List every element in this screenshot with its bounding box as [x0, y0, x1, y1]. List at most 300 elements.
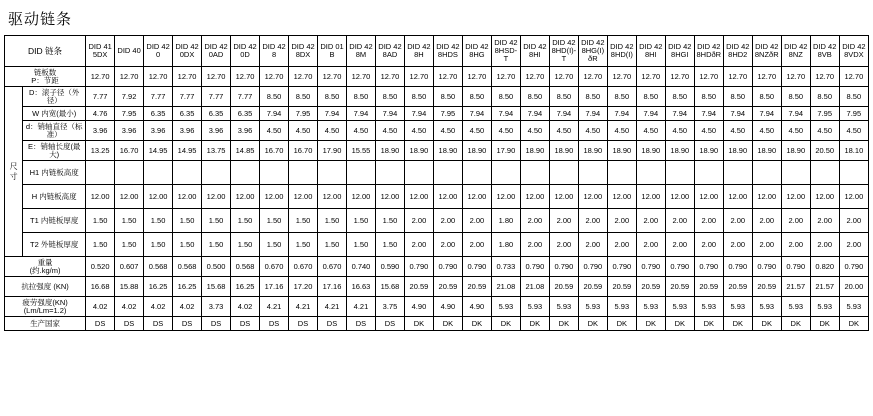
cell-r5-c23 [752, 161, 781, 185]
cell-r12-c14: DK [491, 317, 520, 331]
cell-r2-c2: 6.35 [144, 107, 173, 121]
column-header-0: DID 415DX [86, 36, 115, 67]
cell-r6-c3: 12.00 [173, 185, 202, 209]
cell-r0-c18: 12.70 [607, 67, 636, 87]
cell-r11-c17: 5.93 [578, 297, 607, 317]
cell-r12-c18: DK [607, 317, 636, 331]
table-head [5, 36, 869, 67]
cell-r1-c14: 8.50 [491, 87, 520, 107]
cell-r0-c22: 12.70 [723, 67, 752, 87]
cell-r11-c13: 4.90 [462, 297, 491, 317]
cell-r7-c19: 2.00 [636, 209, 665, 233]
cell-r0-c24: 12.70 [781, 67, 810, 87]
cell-r10-c2: 16.25 [144, 277, 173, 297]
cell-r7-c6: 1.50 [260, 209, 289, 233]
cell-r3-c12: 4.50 [433, 121, 462, 141]
cell-r4-c26: 18.10 [839, 141, 868, 161]
column-header-20: DID 428HGI [665, 36, 694, 67]
cell-r0-c25: 12.70 [810, 67, 839, 87]
cell-r11-c24: 5.93 [781, 297, 810, 317]
cell-r3-c23: 4.50 [752, 121, 781, 141]
column-header-5: DID 420D [231, 36, 260, 67]
cell-r5-c24 [781, 161, 810, 185]
cell-r4-c9: 15.55 [346, 141, 375, 161]
cell-r11-c7: 4.21 [289, 297, 318, 317]
cell-r5-c6 [260, 161, 289, 185]
cell-r7-c26: 2.00 [839, 209, 868, 233]
cell-r0-c1: 12.70 [115, 67, 144, 87]
cell-r9-c18: 0.790 [607, 257, 636, 277]
cell-r12-c16: DK [549, 317, 578, 331]
cell-r9-c0: 0.520 [86, 257, 115, 277]
column-header-23: DID 428NZðR [752, 36, 781, 67]
cell-r2-c12: 7.95 [433, 107, 462, 121]
cell-r3-c4: 3.96 [202, 121, 231, 141]
cell-r4-c13: 18.90 [462, 141, 491, 161]
cell-r2-c1: 7.95 [115, 107, 144, 121]
cell-r4-c10: 18.90 [375, 141, 404, 161]
cell-r5-c22 [723, 161, 752, 185]
cell-r2-c6: 7.94 [260, 107, 289, 121]
cell-r6-c18: 12.00 [607, 185, 636, 209]
cell-r2-c0: 4.76 [86, 107, 115, 121]
cell-r3-c17: 4.50 [578, 121, 607, 141]
cell-r11-c9: 4.21 [346, 297, 375, 317]
table-row [5, 317, 869, 331]
cell-r10-c6: 17.16 [260, 277, 289, 297]
table-row [5, 209, 869, 233]
cell-r8-c1: 1.50 [115, 233, 144, 257]
cell-r5-c14 [491, 161, 520, 185]
cell-r5-c7 [289, 161, 318, 185]
row-label: H1 内链板高度 [23, 161, 86, 185]
cell-r9-c26: 0.790 [839, 257, 868, 277]
cell-r1-c20: 8.50 [665, 87, 694, 107]
cell-r0-c16: 12.70 [549, 67, 578, 87]
cell-r11-c12: 4.90 [433, 297, 462, 317]
cell-r10-c10: 15.68 [375, 277, 404, 297]
column-header-4: DID 420AD [202, 36, 231, 67]
column-header-25: DID 428VB [810, 36, 839, 67]
cell-r11-c15: 5.93 [520, 297, 549, 317]
cell-r5-c21 [694, 161, 723, 185]
cell-r6-c8: 12.00 [318, 185, 347, 209]
cell-r1-c7: 8.50 [289, 87, 318, 107]
cell-r0-c21: 12.70 [694, 67, 723, 87]
cell-r3-c13: 4.50 [462, 121, 491, 141]
cell-r1-c17: 8.50 [578, 87, 607, 107]
cell-r11-c16: 5.93 [549, 297, 578, 317]
cell-r12-c2: DS [144, 317, 173, 331]
cell-r2-c17: 7.94 [578, 107, 607, 121]
cell-r11-c23: 5.93 [752, 297, 781, 317]
cell-r5-c12 [433, 161, 462, 185]
column-header-1: DID 40 [115, 36, 144, 67]
cell-r8-c9: 1.50 [346, 233, 375, 257]
cell-r12-c8: DS [318, 317, 347, 331]
cell-r8-c23: 2.00 [752, 233, 781, 257]
cell-r10-c17: 20.59 [578, 277, 607, 297]
table-corner-label: DID 链条 [5, 36, 86, 67]
table-row [5, 141, 869, 161]
cell-r8-c22: 2.00 [723, 233, 752, 257]
column-header-6: DID 428 [260, 36, 289, 67]
cell-r9-c2: 0.568 [144, 257, 173, 277]
cell-r10-c3: 16.25 [173, 277, 202, 297]
cell-r8-c21: 2.00 [694, 233, 723, 257]
cell-r3-c8: 4.50 [318, 121, 347, 141]
column-header-8: DID 01B [318, 36, 347, 67]
cell-r8-c11: 2.00 [404, 233, 433, 257]
row-label: 生产国家 [5, 317, 86, 331]
cell-r4-c6: 16.70 [260, 141, 289, 161]
cell-r4-c16: 18.90 [549, 141, 578, 161]
row-label: H 内链板高度 [23, 185, 86, 209]
cell-r5-c17 [578, 161, 607, 185]
cell-r9-c15: 0.790 [520, 257, 549, 277]
cell-r5-c10 [375, 161, 404, 185]
cell-r7-c12: 2.00 [433, 209, 462, 233]
cell-r6-c20: 12.00 [665, 185, 694, 209]
cell-r7-c24: 2.00 [781, 209, 810, 233]
cell-r3-c24: 4.50 [781, 121, 810, 141]
cell-r12-c19: DK [636, 317, 665, 331]
cell-r10-c26: 20.00 [839, 277, 868, 297]
cell-r3-c2: 3.96 [144, 121, 173, 141]
column-header-19: DID 428HI [636, 36, 665, 67]
cell-r11-c26: 5.93 [839, 297, 868, 317]
cell-r6-c14: 12.00 [491, 185, 520, 209]
cell-r2-c22: 7.94 [723, 107, 752, 121]
cell-r1-c9: 8.50 [346, 87, 375, 107]
cell-r12-c0: DS [86, 317, 115, 331]
cell-r8-c7: 1.50 [289, 233, 318, 257]
cell-r10-c19: 20.59 [636, 277, 665, 297]
cell-r8-c24: 2.00 [781, 233, 810, 257]
cell-r1-c13: 8.50 [462, 87, 491, 107]
cell-r0-c4: 12.70 [202, 67, 231, 87]
cell-r10-c1: 15.88 [115, 277, 144, 297]
cell-r5-c15 [520, 161, 549, 185]
cell-r7-c23: 2.00 [752, 209, 781, 233]
row-label: d：销轴直径（标准） [23, 121, 86, 141]
cell-r4-c12: 18.90 [433, 141, 462, 161]
cell-r11-c25: 5.93 [810, 297, 839, 317]
cell-r11-c19: 5.93 [636, 297, 665, 317]
table-row [5, 297, 869, 317]
cell-r3-c6: 4.50 [260, 121, 289, 141]
table-row [5, 107, 869, 121]
cell-r10-c22: 20.59 [723, 277, 752, 297]
cell-r5-c5 [231, 161, 260, 185]
cell-r5-c8 [318, 161, 347, 185]
cell-r12-c7: DS [289, 317, 318, 331]
cell-r4-c24: 18.90 [781, 141, 810, 161]
table-row [5, 277, 869, 297]
cell-r8-c25: 2.00 [810, 233, 839, 257]
cell-r7-c1: 1.50 [115, 209, 144, 233]
cell-r4-c22: 18.90 [723, 141, 752, 161]
cell-r4-c3: 14.95 [173, 141, 202, 161]
cell-r7-c17: 2.00 [578, 209, 607, 233]
cell-r3-c16: 4.50 [549, 121, 578, 141]
cell-r8-c8: 1.50 [318, 233, 347, 257]
column-header-14: DID 428HSD-T [491, 36, 520, 67]
cell-r12-c15: DK [520, 317, 549, 331]
cell-r5-c25 [810, 161, 839, 185]
cell-r2-c23: 7.94 [752, 107, 781, 121]
cell-r1-c10: 8.50 [375, 87, 404, 107]
cell-r2-c9: 7.94 [346, 107, 375, 121]
cell-r8-c14: 1.80 [491, 233, 520, 257]
cell-r6-c21: 12.00 [694, 185, 723, 209]
row-label: D：滚子径（外径） [23, 87, 86, 107]
cell-r0-c15: 12.70 [520, 67, 549, 87]
cell-r6-c0: 12.00 [86, 185, 115, 209]
cell-r0-c20: 12.70 [665, 67, 694, 87]
cell-r6-c24: 12.00 [781, 185, 810, 209]
cell-r10-c5: 16.25 [231, 277, 260, 297]
cell-r8-c0: 1.50 [86, 233, 115, 257]
column-header-21: DID 428HDðR [694, 36, 723, 67]
row-label: 疲劳强度(KN) (Lm/Lm=1.2) [5, 297, 86, 317]
cell-r9-c20: 0.790 [665, 257, 694, 277]
cell-r8-c15: 2.00 [520, 233, 549, 257]
cell-r10-c23: 20.59 [752, 277, 781, 297]
row-label: 重量 (约.kg/m) [5, 257, 86, 277]
cell-r2-c14: 7.94 [491, 107, 520, 121]
table-body [5, 67, 869, 331]
cell-r2-c19: 7.94 [636, 107, 665, 121]
cell-r7-c0: 1.50 [86, 209, 115, 233]
cell-r12-c5: DS [231, 317, 260, 331]
cell-r9-c10: 0.590 [375, 257, 404, 277]
cell-r1-c0: 7.77 [86, 87, 115, 107]
cell-r11-c22: 5.93 [723, 297, 752, 317]
cell-r10-c4: 15.68 [202, 277, 231, 297]
cell-r5-c16 [549, 161, 578, 185]
cell-r1-c24: 8.50 [781, 87, 810, 107]
cell-r0-c10: 12.70 [375, 67, 404, 87]
cell-r0-c6: 12.70 [260, 67, 289, 87]
cell-r2-c3: 6.35 [173, 107, 202, 121]
cell-r8-c10: 1.50 [375, 233, 404, 257]
table-row [5, 121, 869, 141]
cell-r1-c8: 8.50 [318, 87, 347, 107]
cell-r10-c0: 16.68 [86, 277, 115, 297]
column-header-15: DID 428HI [520, 36, 549, 67]
cell-r3-c20: 4.50 [665, 121, 694, 141]
cell-r2-c10: 7.94 [375, 107, 404, 121]
row-label: 抗拉强度 (KN) [5, 277, 86, 297]
cell-r8-c12: 2.00 [433, 233, 462, 257]
cell-r12-c17: DK [578, 317, 607, 331]
cell-r6-c10: 12.00 [375, 185, 404, 209]
table-row [5, 87, 869, 107]
cell-r12-c24: DK [781, 317, 810, 331]
cell-r9-c12: 0.790 [433, 257, 462, 277]
cell-r6-c22: 12.00 [723, 185, 752, 209]
cell-r0-c12: 12.70 [433, 67, 462, 87]
cell-r7-c2: 1.50 [144, 209, 173, 233]
cell-r6-c5: 12.00 [231, 185, 260, 209]
cell-r11-c8: 4.21 [318, 297, 347, 317]
cell-r1-c3: 7.77 [173, 87, 202, 107]
cell-r10-c7: 17.20 [289, 277, 318, 297]
cell-r4-c4: 13.75 [202, 141, 231, 161]
cell-r0-c11: 12.70 [404, 67, 433, 87]
cell-r2-c16: 7.94 [549, 107, 578, 121]
chain-spec-table [4, 35, 869, 331]
cell-r6-c9: 12.00 [346, 185, 375, 209]
table-row [5, 185, 869, 209]
cell-r7-c5: 1.50 [231, 209, 260, 233]
cell-r4-c2: 14.95 [144, 141, 173, 161]
cell-r0-c14: 12.70 [491, 67, 520, 87]
cell-r5-c18 [607, 161, 636, 185]
row-label: T2 外链板厚度 [23, 233, 86, 257]
cell-r9-c4: 0.500 [202, 257, 231, 277]
cell-r12-c21: DK [694, 317, 723, 331]
cell-r11-c5: 4.02 [231, 297, 260, 317]
cell-r8-c16: 2.00 [549, 233, 578, 257]
cell-r1-c2: 7.77 [144, 87, 173, 107]
cell-r12-c12: DK [433, 317, 462, 331]
cell-r2-c8: 7.94 [318, 107, 347, 121]
cell-r8-c17: 2.00 [578, 233, 607, 257]
cell-r10-c25: 21.57 [810, 277, 839, 297]
cell-r7-c8: 1.50 [318, 209, 347, 233]
cell-r9-c3: 0.568 [173, 257, 202, 277]
cell-r5-c20 [665, 161, 694, 185]
cell-r3-c19: 4.50 [636, 121, 665, 141]
cell-r7-c21: 2.00 [694, 209, 723, 233]
cell-r12-c9: DS [346, 317, 375, 331]
column-header-3: DID 420DX [173, 36, 202, 67]
cell-r3-c15: 4.50 [520, 121, 549, 141]
cell-r4-c8: 17.90 [318, 141, 347, 161]
cell-r11-c6: 4.21 [260, 297, 289, 317]
cell-r2-c25: 7.95 [810, 107, 839, 121]
row-label: W 内宽(最小) [23, 107, 86, 121]
cell-r6-c15: 12.00 [520, 185, 549, 209]
cell-r2-c11: 7.94 [404, 107, 433, 121]
column-header-2: DID 420 [144, 36, 173, 67]
cell-r8-c20: 2.00 [665, 233, 694, 257]
cell-r7-c3: 1.50 [173, 209, 202, 233]
cell-r6-c23: 12.00 [752, 185, 781, 209]
cell-r9-c1: 0.607 [115, 257, 144, 277]
cell-r8-c19: 2.00 [636, 233, 665, 257]
cell-r6-c7: 12.00 [289, 185, 318, 209]
cell-r1-c6: 8.50 [260, 87, 289, 107]
cell-r12-c3: DS [173, 317, 202, 331]
cell-r6-c13: 12.00 [462, 185, 491, 209]
cell-r1-c1: 7.92 [115, 87, 144, 107]
cell-r5-c2 [144, 161, 173, 185]
cell-r4-c1: 16.70 [115, 141, 144, 161]
cell-r1-c22: 8.50 [723, 87, 752, 107]
cell-r2-c26: 7.95 [839, 107, 868, 121]
cell-r10-c14: 21.08 [491, 277, 520, 297]
cell-r3-c21: 4.50 [694, 121, 723, 141]
table-header-row [5, 36, 869, 67]
cell-r2-c5: 6.35 [231, 107, 260, 121]
cell-r4-c15: 18.90 [520, 141, 549, 161]
cell-r0-c2: 12.70 [144, 67, 173, 87]
cell-r8-c18: 2.00 [607, 233, 636, 257]
cell-r5-c4 [202, 161, 231, 185]
cell-r7-c22: 2.00 [723, 209, 752, 233]
cell-r11-c20: 5.93 [665, 297, 694, 317]
cell-r4-c11: 18.90 [404, 141, 433, 161]
cell-r1-c5: 7.77 [231, 87, 260, 107]
cell-r11-c21: 5.93 [694, 297, 723, 317]
cell-r10-c16: 20.59 [549, 277, 578, 297]
cell-r8-c5: 1.50 [231, 233, 260, 257]
cell-r11-c10: 3.75 [375, 297, 404, 317]
cell-r6-c25: 12.00 [810, 185, 839, 209]
cell-r2-c7: 7.95 [289, 107, 318, 121]
cell-r0-c19: 12.70 [636, 67, 665, 87]
cell-r2-c18: 7.94 [607, 107, 636, 121]
cell-r3-c25: 4.50 [810, 121, 839, 141]
column-header-18: DID 428HD(I) [607, 36, 636, 67]
cell-r9-c11: 0.790 [404, 257, 433, 277]
cell-r7-c15: 2.00 [520, 209, 549, 233]
cell-r10-c13: 20.59 [462, 277, 491, 297]
cell-r3-c11: 4.50 [404, 121, 433, 141]
cell-r10-c20: 20.59 [665, 277, 694, 297]
cell-r9-c7: 0.670 [289, 257, 318, 277]
row-label: E：销轴长度(最大) [23, 141, 86, 161]
cell-r10-c11: 20.59 [404, 277, 433, 297]
cell-r12-c25: DK [810, 317, 839, 331]
cell-r1-c4: 7.77 [202, 87, 231, 107]
column-header-11: DID 428H [404, 36, 433, 67]
cell-r11-c0: 4.02 [86, 297, 115, 317]
cell-r0-c17: 12.70 [578, 67, 607, 87]
cell-r8-c26: 2.00 [839, 233, 868, 257]
cell-r0-c9: 12.70 [346, 67, 375, 87]
cell-r4-c21: 18.90 [694, 141, 723, 161]
cell-r3-c1: 3.96 [115, 121, 144, 141]
cell-r12-c26: DK [839, 317, 868, 331]
table-row [5, 257, 869, 277]
cell-r12-c1: DS [115, 317, 144, 331]
cell-r11-c11: 4.90 [404, 297, 433, 317]
cell-r9-c5: 0.568 [231, 257, 260, 277]
cell-r12-c13: DK [462, 317, 491, 331]
column-header-12: DID 428HDS [433, 36, 462, 67]
cell-r7-c18: 2.00 [607, 209, 636, 233]
cell-r7-c16: 2.00 [549, 209, 578, 233]
cell-r1-c15: 8.50 [520, 87, 549, 107]
cell-r7-c20: 2.00 [665, 209, 694, 233]
cell-r5-c1 [115, 161, 144, 185]
column-header-17: DID 428HG(I)ðR [578, 36, 607, 67]
cell-r9-c14: 0.733 [491, 257, 520, 277]
cell-r0-c26: 12.70 [839, 67, 868, 87]
cell-r9-c21: 0.790 [694, 257, 723, 277]
cell-r5-c0 [86, 161, 115, 185]
cell-r2-c21: 7.94 [694, 107, 723, 121]
cell-r7-c10: 1.50 [375, 209, 404, 233]
cell-r10-c21: 20.59 [694, 277, 723, 297]
cell-r11-c3: 4.02 [173, 297, 202, 317]
cell-r5-c19 [636, 161, 665, 185]
cell-r9-c24: 0.790 [781, 257, 810, 277]
